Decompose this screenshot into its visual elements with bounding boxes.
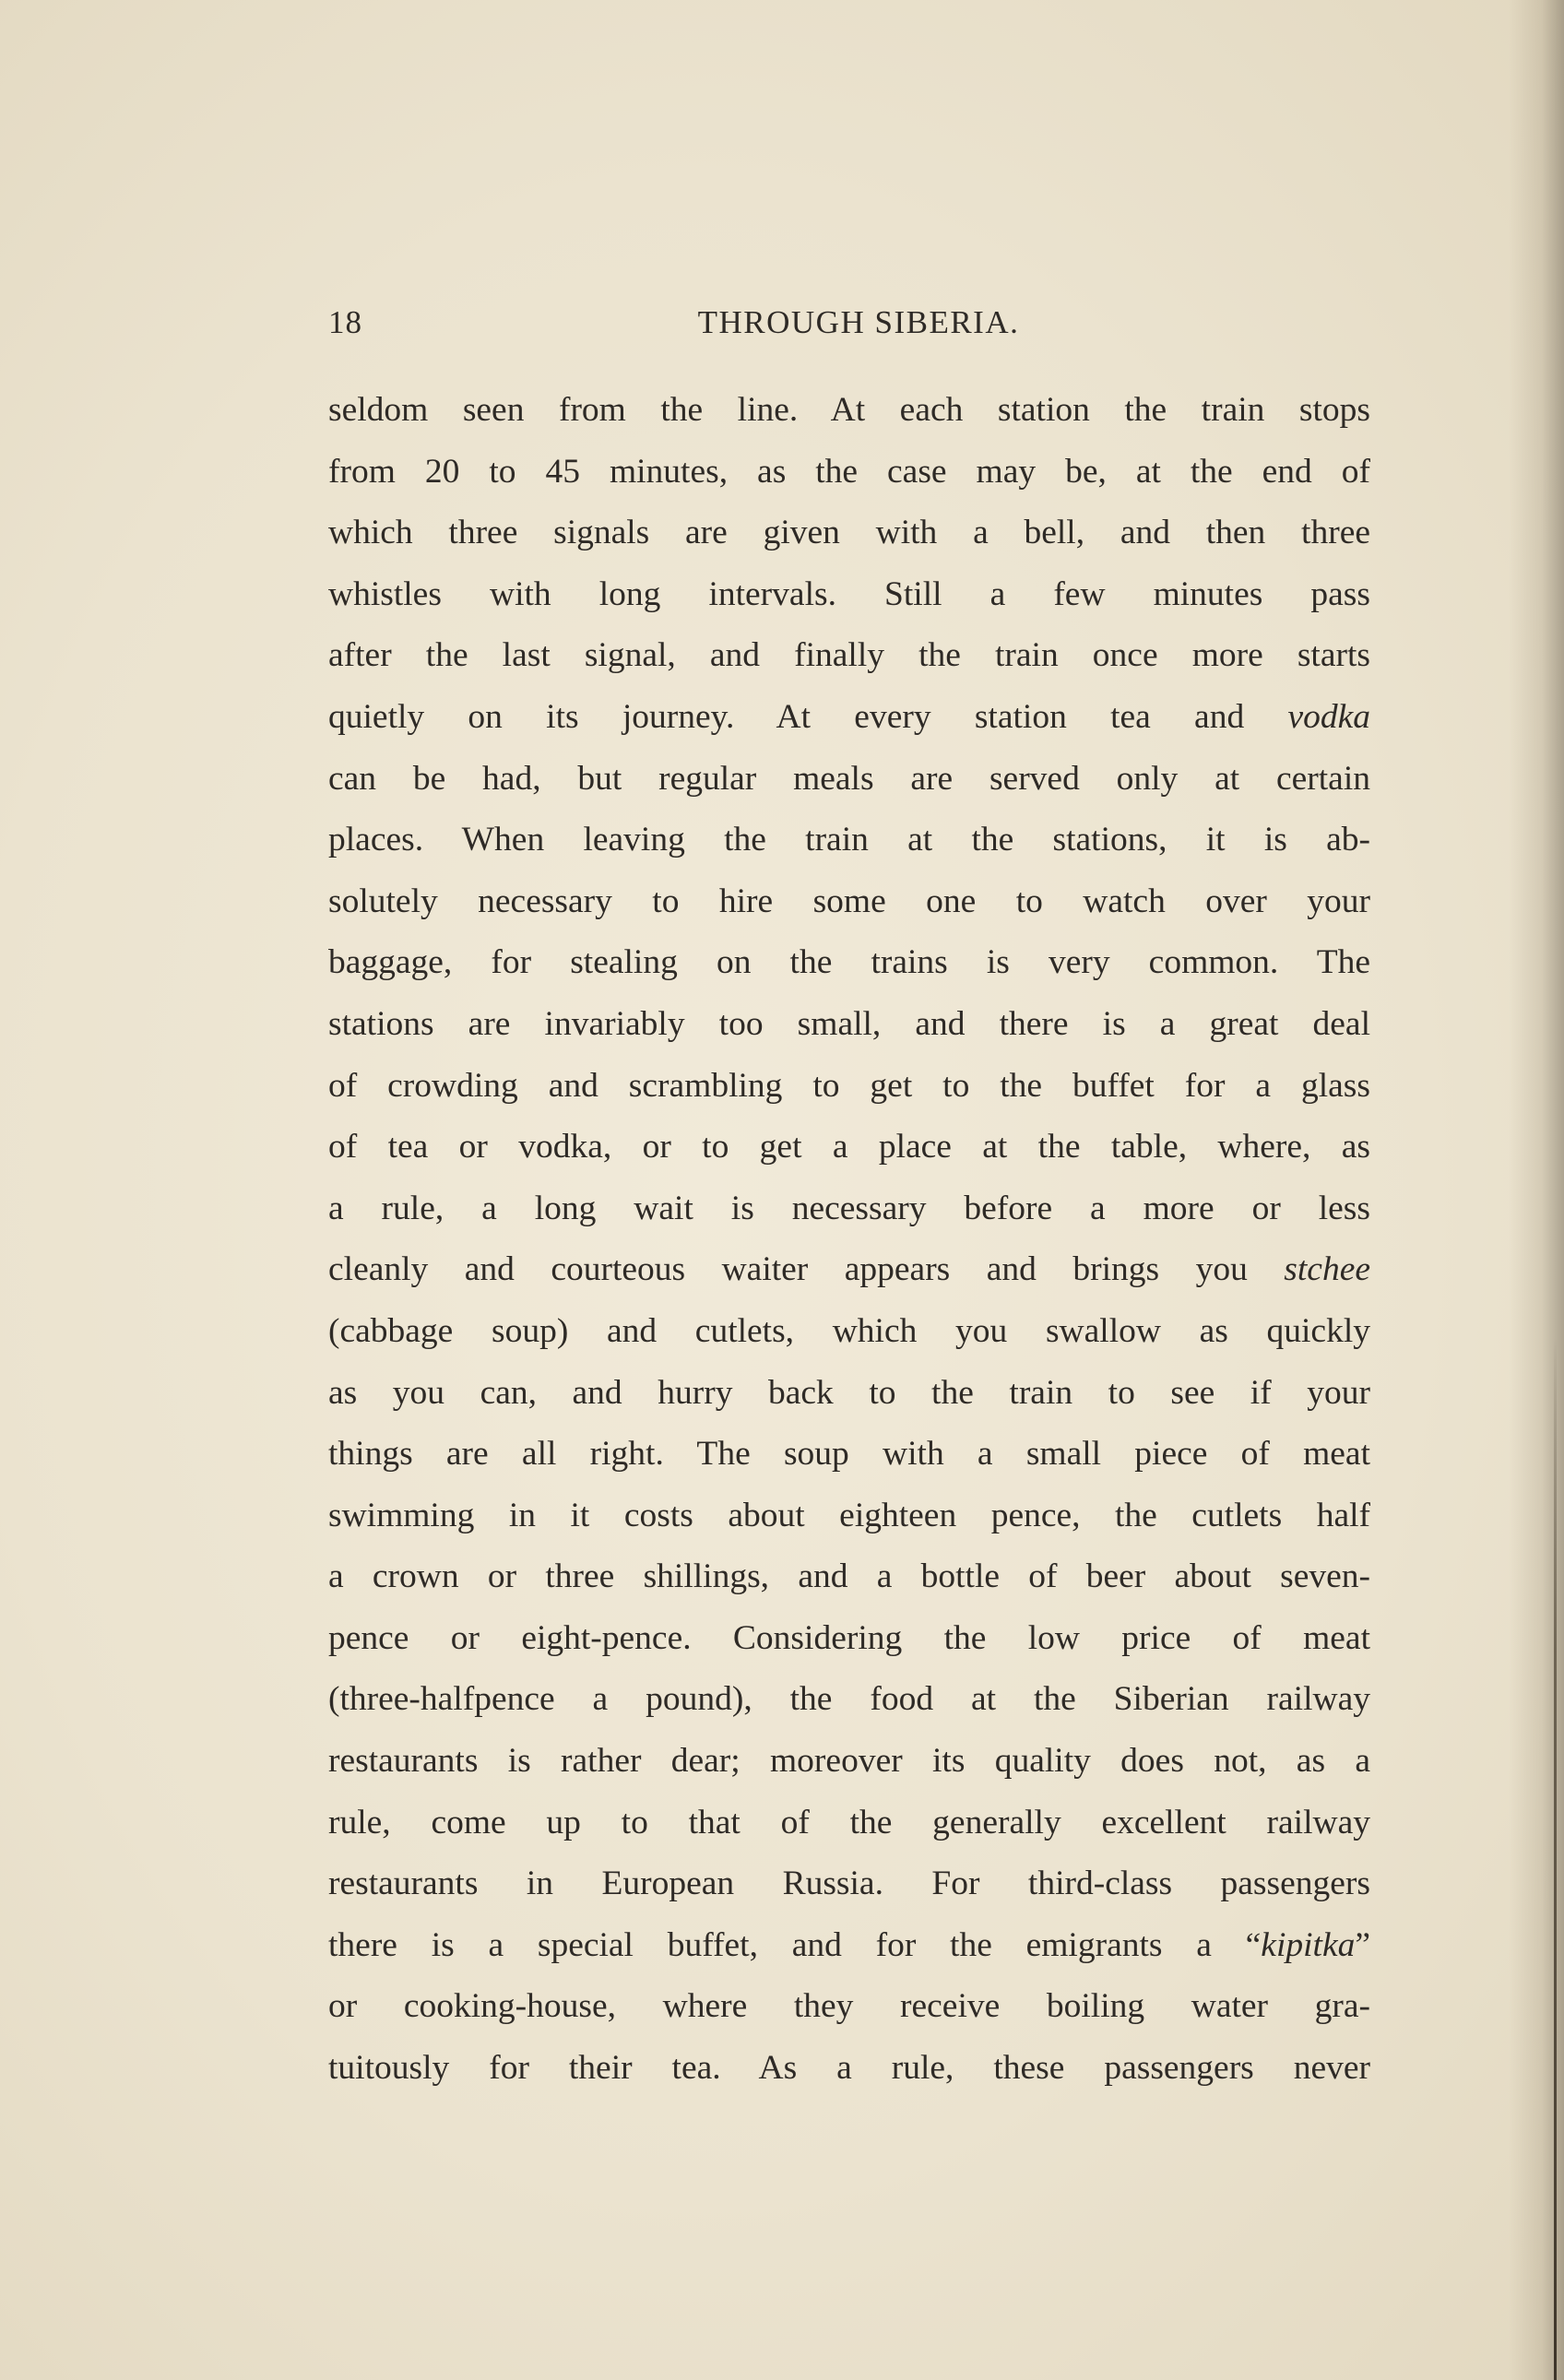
text-line-6: quietly on its journey. At every station tea and vodka xyxy=(328,697,1370,736)
text-line-10: baggage, for stealing on the trains is very common. The xyxy=(328,943,1370,982)
text-line-17: as you can, and hurry back to the train to see if your xyxy=(328,1373,1370,1412)
text-line-25: restaurants in European Russia. For third-class passengers xyxy=(328,1865,1370,1903)
running-head: THROUGH SIBERIA. xyxy=(697,304,1020,340)
text-line-20: a crown or three shillings, and a bottle of beer about seven- xyxy=(328,1557,1370,1596)
page-number: 18 xyxy=(328,304,362,340)
text-line-22: (three-halfpence a pound), the food at the Siberian railway xyxy=(328,1680,1370,1719)
text-line-8: places. When leaving the train at the stations, it is ab- xyxy=(328,821,1370,859)
text-line-19: swimming in it costs about eighteen pence, the cutlets half xyxy=(328,1496,1370,1534)
text-line-12: of crowding and scrambling to get to the buffet for a glass xyxy=(328,1066,1370,1105)
text-line-1: seldom seen from the line. At each station the train stops xyxy=(328,391,1370,429)
text-line-4: whistles with long intervals. Still a few minutes pass xyxy=(328,574,1370,613)
text-line-26: there is a special buffet, and for the emigrants a “kipitka” xyxy=(328,1925,1370,1964)
text-line-13: of tea or vodka, or to get a place at the table, where, as xyxy=(328,1128,1370,1166)
text-line-14: a rule, a long wait is necessary before a more or less xyxy=(328,1189,1370,1227)
text-line-23: restaurants is rather dear; moreover its quality does not, as a xyxy=(328,1742,1370,1781)
text-line-21: pence or eight-pence. Considering the low price of meat xyxy=(328,1618,1370,1657)
text-line-28: tuitously for their tea. As a rule, these passengers never xyxy=(328,2049,1370,2088)
text-line-9: solutely necessary to hire some one to watch over your xyxy=(328,882,1370,920)
text-line-7: can be had, but regular meals are served only at certain xyxy=(328,759,1370,798)
body-text xyxy=(328,380,1370,2100)
text-line-3: which three signals are given with a bell, and then three xyxy=(328,514,1370,552)
text-line-27: or cooking-house, where they receive boiling water gra- xyxy=(328,1987,1370,2026)
text-line-5: after the last signal, and finally the train once more starts xyxy=(328,636,1370,675)
text-line-2: from 20 to 45 minutes, as the case may be, at the end of xyxy=(328,452,1370,491)
text-line-18: things are all right. The soup with a small piece of meat xyxy=(328,1435,1370,1474)
italic-kipitka: kipitka xyxy=(1261,1925,1356,1964)
page-edge-line xyxy=(1554,1337,1557,2380)
text-line-24: rule, come up to that of the generally excellent railway xyxy=(328,1803,1370,1841)
text-line-15: cleanly and courteous waiter appears and brings you stchee xyxy=(328,1250,1370,1289)
page-header xyxy=(328,304,1370,350)
text-line-11: stations are invariably too small, and there is a great deal xyxy=(328,1004,1370,1043)
text-line-16: (cabbage soup) and cutlets, which you swallow as quickly xyxy=(328,1311,1370,1350)
italic-vodka: vodka xyxy=(1287,697,1370,736)
italic-stchee: stchee xyxy=(1284,1250,1370,1289)
